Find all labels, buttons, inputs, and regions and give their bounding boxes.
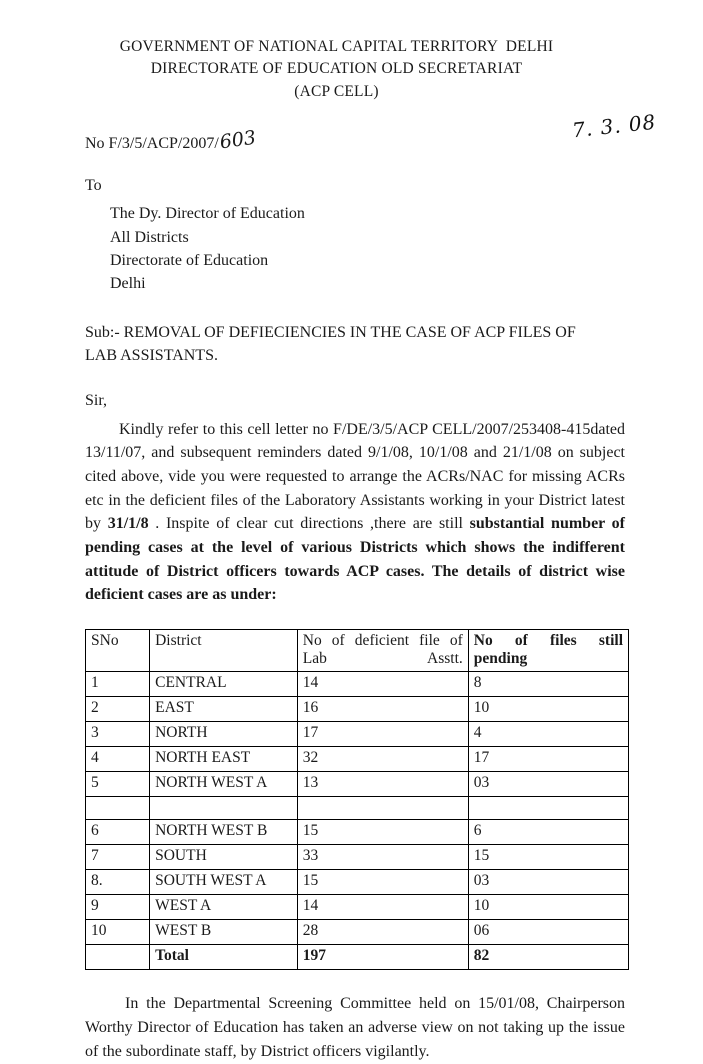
table-spacer-row [86, 796, 629, 819]
cell-pending: 10 [468, 894, 628, 919]
to-label: To [85, 177, 102, 195]
letterhead-line-2: DIRECTORATE OF EDUCATION OLD SECRETARIAT [150, 60, 523, 78]
cell-pending: 03 [468, 771, 628, 796]
salutation: Sir, [85, 391, 108, 409]
cell-deficient: 15 [297, 819, 468, 844]
cell-district: NORTH WEST B [150, 819, 298, 844]
header-deficient-files-line1: No of deficient file of [302, 631, 463, 649]
reference-number [85, 127, 258, 154]
reference-number-prefix: No F/3/5/ACP/2007/ [85, 135, 219, 153]
cell-pending: 4 [468, 721, 628, 746]
closing-paragraph [85, 992, 625, 1064]
cell-sno: 10 [86, 919, 150, 944]
cell-total-label: Total [150, 944, 298, 969]
table-row [86, 721, 629, 746]
table-row [86, 746, 629, 771]
cell-district: NORTH EAST [150, 746, 298, 771]
cell-sno: 3 [86, 721, 150, 746]
cell-sno: 9 [86, 894, 150, 919]
cell-deficient: 15 [297, 869, 468, 894]
subject-text: REMOVAL OF DEFIECIENCIES IN THE CASE OF ACP FILES OF LAB ASSISTANTS. [85, 324, 576, 365]
body-text-part-1: Kindly refer to this cell letter no F/DE/3/5/ACP CELL/2007/253408-415dated 13/11/07, and subsequent reminders dated 9/1/08, 10/1/08 and 21/1/08 on subject cited above, vide you were requested to arrange the ACRs/NAC for missing ACRs etc in the deficient files of the Laboratory Assistants working in your District latest by [85, 420, 625, 533]
cell-deficient: 14 [297, 671, 468, 696]
table-row [86, 844, 629, 869]
cell-spacer [297, 796, 468, 819]
address-line: Delhi [110, 274, 146, 292]
subject-line [85, 321, 605, 367]
cell-spacer [86, 796, 150, 819]
cell-sno: 6 [86, 819, 150, 844]
header-deficient-files-line2: Lab Asstt. [302, 649, 463, 667]
table-total-row [86, 944, 629, 969]
header-sno: SNo [86, 629, 150, 671]
cell-deficient: 17 [297, 721, 468, 746]
table-row [86, 671, 629, 696]
reference-number-handwritten: 603 [218, 127, 258, 154]
cell-deficient: 32 [297, 746, 468, 771]
cell-spacer [150, 796, 298, 819]
cell-deficient: 28 [297, 919, 468, 944]
header-district: District [150, 629, 298, 671]
header-deficient-files [297, 629, 468, 671]
cell-total-pending: 82 [468, 944, 628, 969]
cell-sno: 2 [86, 696, 150, 721]
header-pending-files-line1: No of files still [473, 631, 623, 649]
table-row [86, 819, 629, 844]
body-bold-emphasis: substantial number of pending cases at the level of various Districts which shows the indifferent attitude of District officers towards ACP cases. The details of district wise deficient cases are as under: [85, 515, 626, 604]
table-row [86, 771, 629, 796]
body-bold-deadline: 31/1/8 [107, 515, 149, 533]
cell-district: SOUTH WEST A [150, 869, 298, 894]
district-deficiency-table [85, 629, 629, 970]
address-block [110, 202, 703, 295]
letterhead-line-3: (ACP CELL) [294, 82, 379, 100]
cell-total-sno [86, 944, 150, 969]
letterhead-line-1: GOVERNMENT OF NATIONAL CAPITAL TERRITORY DELHI [119, 38, 554, 55]
cell-pending: 10 [468, 696, 628, 721]
subject-label: Sub:- [85, 324, 120, 342]
table-row [86, 894, 629, 919]
cell-total-deficient: 197 [297, 944, 468, 969]
cell-district: NORTH WEST A [150, 771, 298, 796]
header-pending-files [468, 629, 628, 671]
cell-pending: 06 [468, 919, 628, 944]
address-line: The Dy. Director of Education [110, 205, 305, 223]
body-text-part-2: . Inspite of clear cut directions ,there are still [148, 515, 470, 533]
cell-district: SOUTH [150, 844, 298, 869]
cell-sno: 8. [86, 869, 150, 894]
table-row [86, 919, 629, 944]
cell-pending: 8 [468, 671, 628, 696]
cell-pending: 6 [468, 819, 628, 844]
table-row [86, 869, 629, 894]
cell-sno: 5 [86, 771, 150, 796]
document-page [0, 36, 703, 1060]
cell-deficient: 33 [297, 844, 468, 869]
cell-district: WEST B [150, 919, 298, 944]
cell-pending: 15 [468, 844, 628, 869]
header-pending-files-line2: pending [473, 649, 528, 667]
cell-district: EAST [150, 696, 298, 721]
address-line: All Districts [110, 228, 189, 246]
handwritten-date: 7. 3. 08 [570, 109, 658, 143]
table-header-row [86, 629, 629, 671]
letterhead [10, 36, 663, 103]
cell-deficient: 14 [297, 894, 468, 919]
cell-deficient: 13 [297, 771, 468, 796]
body-paragraph [85, 418, 625, 607]
cell-district: NORTH [150, 721, 298, 746]
table-row [86, 696, 629, 721]
cell-sno: 1 [86, 671, 150, 696]
cell-pending: 17 [468, 746, 628, 771]
cell-spacer [468, 796, 628, 819]
address-line: Directorate of Education [110, 251, 269, 269]
cell-pending: 03 [468, 869, 628, 894]
cell-district: CENTRAL [150, 671, 298, 696]
cell-district: WEST A [150, 894, 298, 919]
cell-sno: 7 [86, 844, 150, 869]
cell-sno: 4 [86, 746, 150, 771]
cell-deficient: 16 [297, 696, 468, 721]
closing-text: In the Departmental Screening Committee held on 15/01/08, Chairperson Worthy Director of Education has taken an adverse view on not taking up the issue of the subordinate staff, by District officers vigilantly. [85, 994, 625, 1060]
